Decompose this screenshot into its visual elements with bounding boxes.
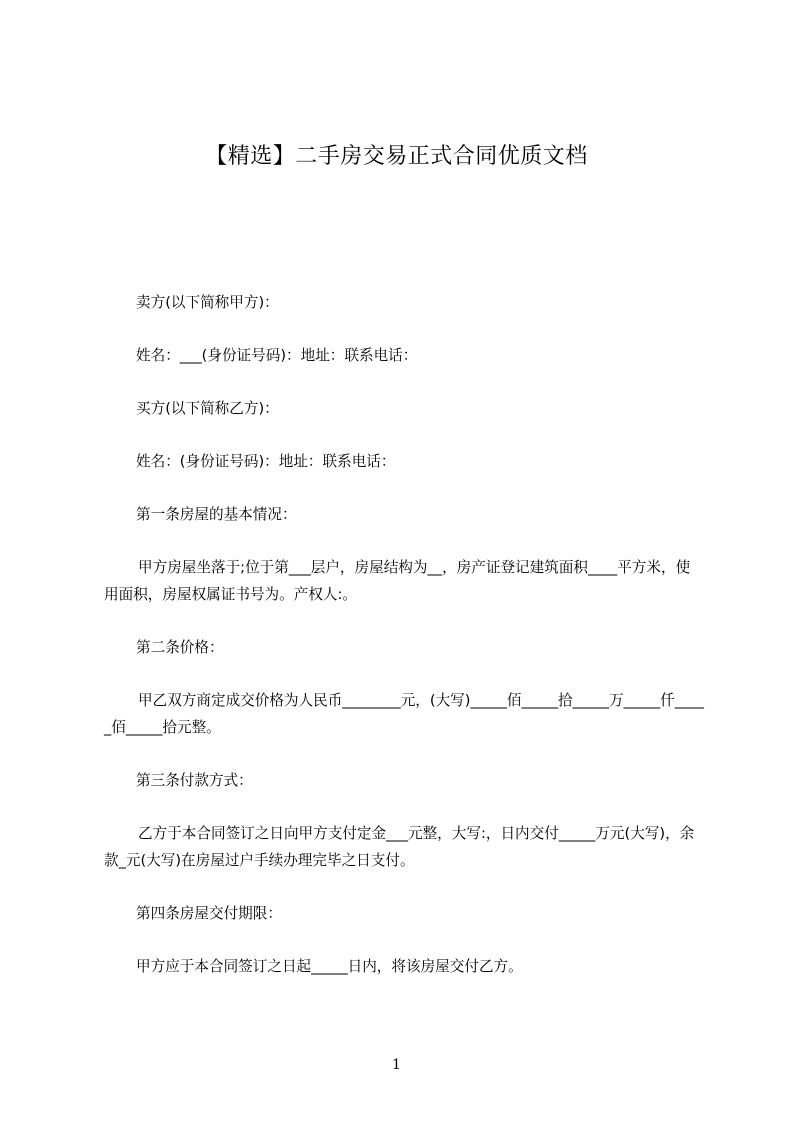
article-1-text: 甲方房屋坐落于;位于第___层户，房屋结构为__，房产证登记建筑面积____平方米，使用面积，房屋权属证书号为。产权人:。 [104,559,691,603]
article-2-heading: 第二条价格： [136,639,224,656]
document-title: 【精选】二手房交易正式合同优质文档 [205,144,588,169]
article-3-heading: 第三条付款方式： [136,772,253,789]
article-4-text: 甲方应于本合同签订之日起_____日内，将该房屋交付乙方。 [136,958,523,975]
seller-info-line: 姓名：___(身份证号码)：地址：联系电话： [136,347,418,364]
article-1-heading: 第一条房屋的基本情况： [136,506,297,523]
buyer-info-line: 姓名：(身份证号码)：地址：联系电话： [136,453,396,470]
seller-heading: 卖方(以下简称甲方)： [136,294,279,311]
article-3-text: 乙方于本合同签订之日向甲方支付定金___元整，大写:，日内交付_____万元(大写)，余款_元(大写)在房屋过户手续办理完毕之日支付。 [104,825,695,869]
page-number: 1 [392,1057,401,1073]
article-4-heading: 第四条房屋交付期限： [136,905,282,922]
contract-body [104,289,704,1006]
buyer-heading: 买方(以下简称乙方)： [136,400,279,417]
article-2-text: 甲乙双方商定成交价格为人民币________元，(大写)_____佰_____拾_____万_____仟_____佰_____拾元整。 [104,692,704,736]
